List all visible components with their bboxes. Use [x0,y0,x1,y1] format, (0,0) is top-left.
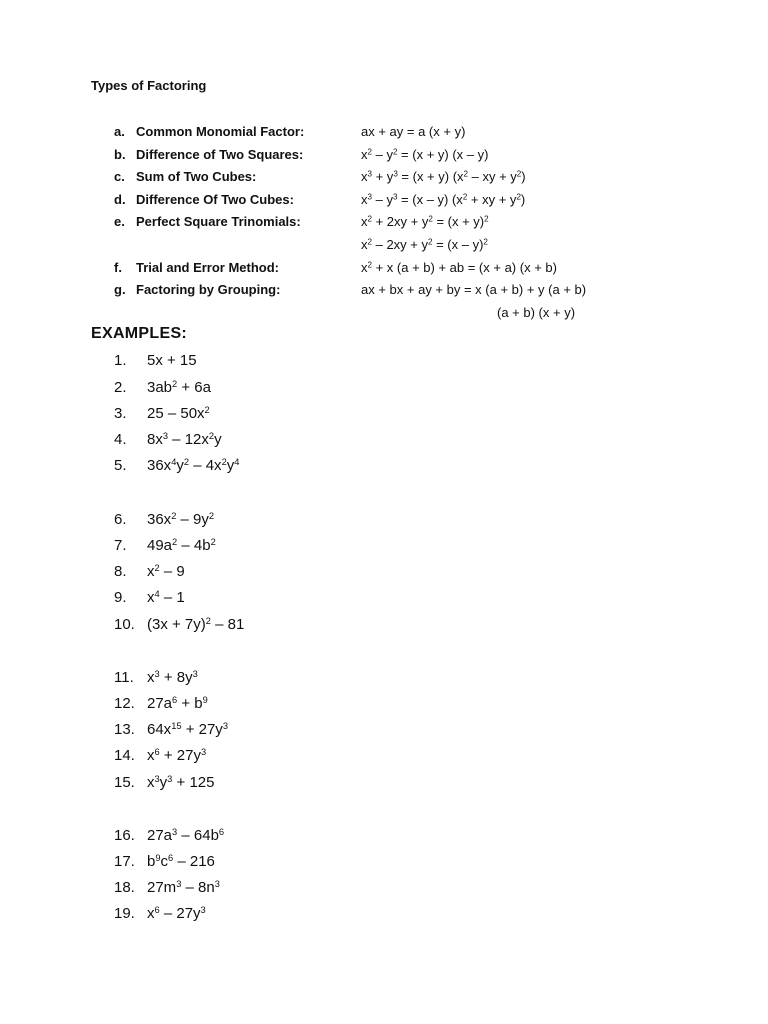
example-number: 15. [114,774,135,791]
example-expression: $x^6 + 27y^3$ [147,746,207,764]
factoring-type-formula: ax + bx + ay + by = x (a + b) + y (a + b) [361,282,587,297]
example-expression: $x^3 + 8y^3$ [147,668,198,686]
example-number: 7. [114,537,127,554]
examples-heading: EXAMPLES: [91,325,188,342]
grouping-continuation: (a + b) (x + y) [497,305,576,320]
example-number: 19. [114,905,135,922]
example-expression: $64x^{15} + 27y^3$ [147,720,228,738]
example-expression: $27a^6 + b^9$ [147,694,208,712]
factoring-type-letter: e. [114,214,125,229]
factoring-type-letter: a. [114,124,125,139]
factoring-type-name: Common Monomial Factor: [136,124,305,139]
document-title: Types of Factoring [91,78,207,93]
factoring-type-name: Difference of Two Squares: [136,147,304,162]
example-expression: $x^4 - 1$ [147,588,185,606]
example-expression: $8x^3 - 12x^2y$ [147,430,222,448]
factoring-type-letter: b. [114,147,126,162]
example-number: 17. [114,853,135,870]
example-number: 13. [114,721,135,738]
example-number: 18. [114,879,135,896]
factoring-type-formula: $x^2 - y^2 = (x + y)$ (x – y) [361,147,489,162]
factoring-type-formula: $x^2 + x$ (a + b) + ab = (x + a) (x + b) [361,260,557,275]
example-number: 9. [114,589,127,606]
factoring-type-letter: g. [114,282,126,297]
example-expression: $x^6 - 27y^3$ [147,904,206,922]
example-number: 6. [114,511,127,528]
example-number: 1. [114,352,127,369]
example-number: 16. [114,827,135,844]
factoring-type-name: Sum of Two Cubes: [136,169,257,184]
factoring-type-name: Perfect Square Trinomials: [136,214,301,229]
factoring-type-letter: f. [114,260,122,275]
example-expression: $49a^2 - 4b^2$ [147,536,216,554]
factoring-type-formula: $x^2 - 2xy + y^2 = (x - y)^2$ [361,237,488,252]
factoring-type-name: Trial and Error Method: [136,260,280,275]
example-number: 4. [114,431,127,448]
example-number: 8. [114,563,127,580]
example-number: 11. [114,669,134,686]
example-expression: $27a^3 - 64b^6$ [147,826,225,844]
factoring-type-name: Difference Of Two Cubes: [136,192,294,207]
example-expression: $x^2 - 9$ [147,562,185,580]
example-expression: $3ab^2 + 6a$ [147,378,211,396]
factoring-type-letter: c. [114,169,125,184]
example-number: 3. [114,405,127,422]
example-number: 14. [114,747,135,764]
example-number: 2. [114,379,127,396]
factoring-type-formula: $x^3 + y^3 = (x + y)$ ($x^2$ – xy + $y^2$) [361,169,526,184]
example-expression: $b^9c^6 - 216$ [147,852,215,870]
example-expression: $(3x + 7y)^2 - 81$ [147,615,245,633]
factoring-type-name: Factoring by Grouping: [136,282,281,297]
factoring-type-formula: $x^3 - y^3 = (x - y) (x^2$ + xy + $y^2$) [361,192,526,207]
example-expression: $27m^3 - 8n^3$ [147,878,220,896]
example-number: 10. [114,616,135,633]
example-expression: $36x^4y^2 - 4x^2y^4$ [147,456,240,474]
example-expression: $25 - 50x^2$ [147,404,210,422]
factoring-type-formula: $x^2 + 2xy + y^2 = (x + y)^2$ [361,214,489,229]
example-number: 5. [114,457,127,474]
example-expression: $x^3y^3 + 125$ [147,773,215,791]
factoring-type-letter: d. [114,192,126,207]
example-expression: 5x + 15 [147,352,197,369]
example-expression: $36x^2 - 9y^2$ [147,510,215,528]
example-number: 12. [114,695,135,712]
factoring-type-formula: ax + ay = a (x + y) [361,124,466,139]
